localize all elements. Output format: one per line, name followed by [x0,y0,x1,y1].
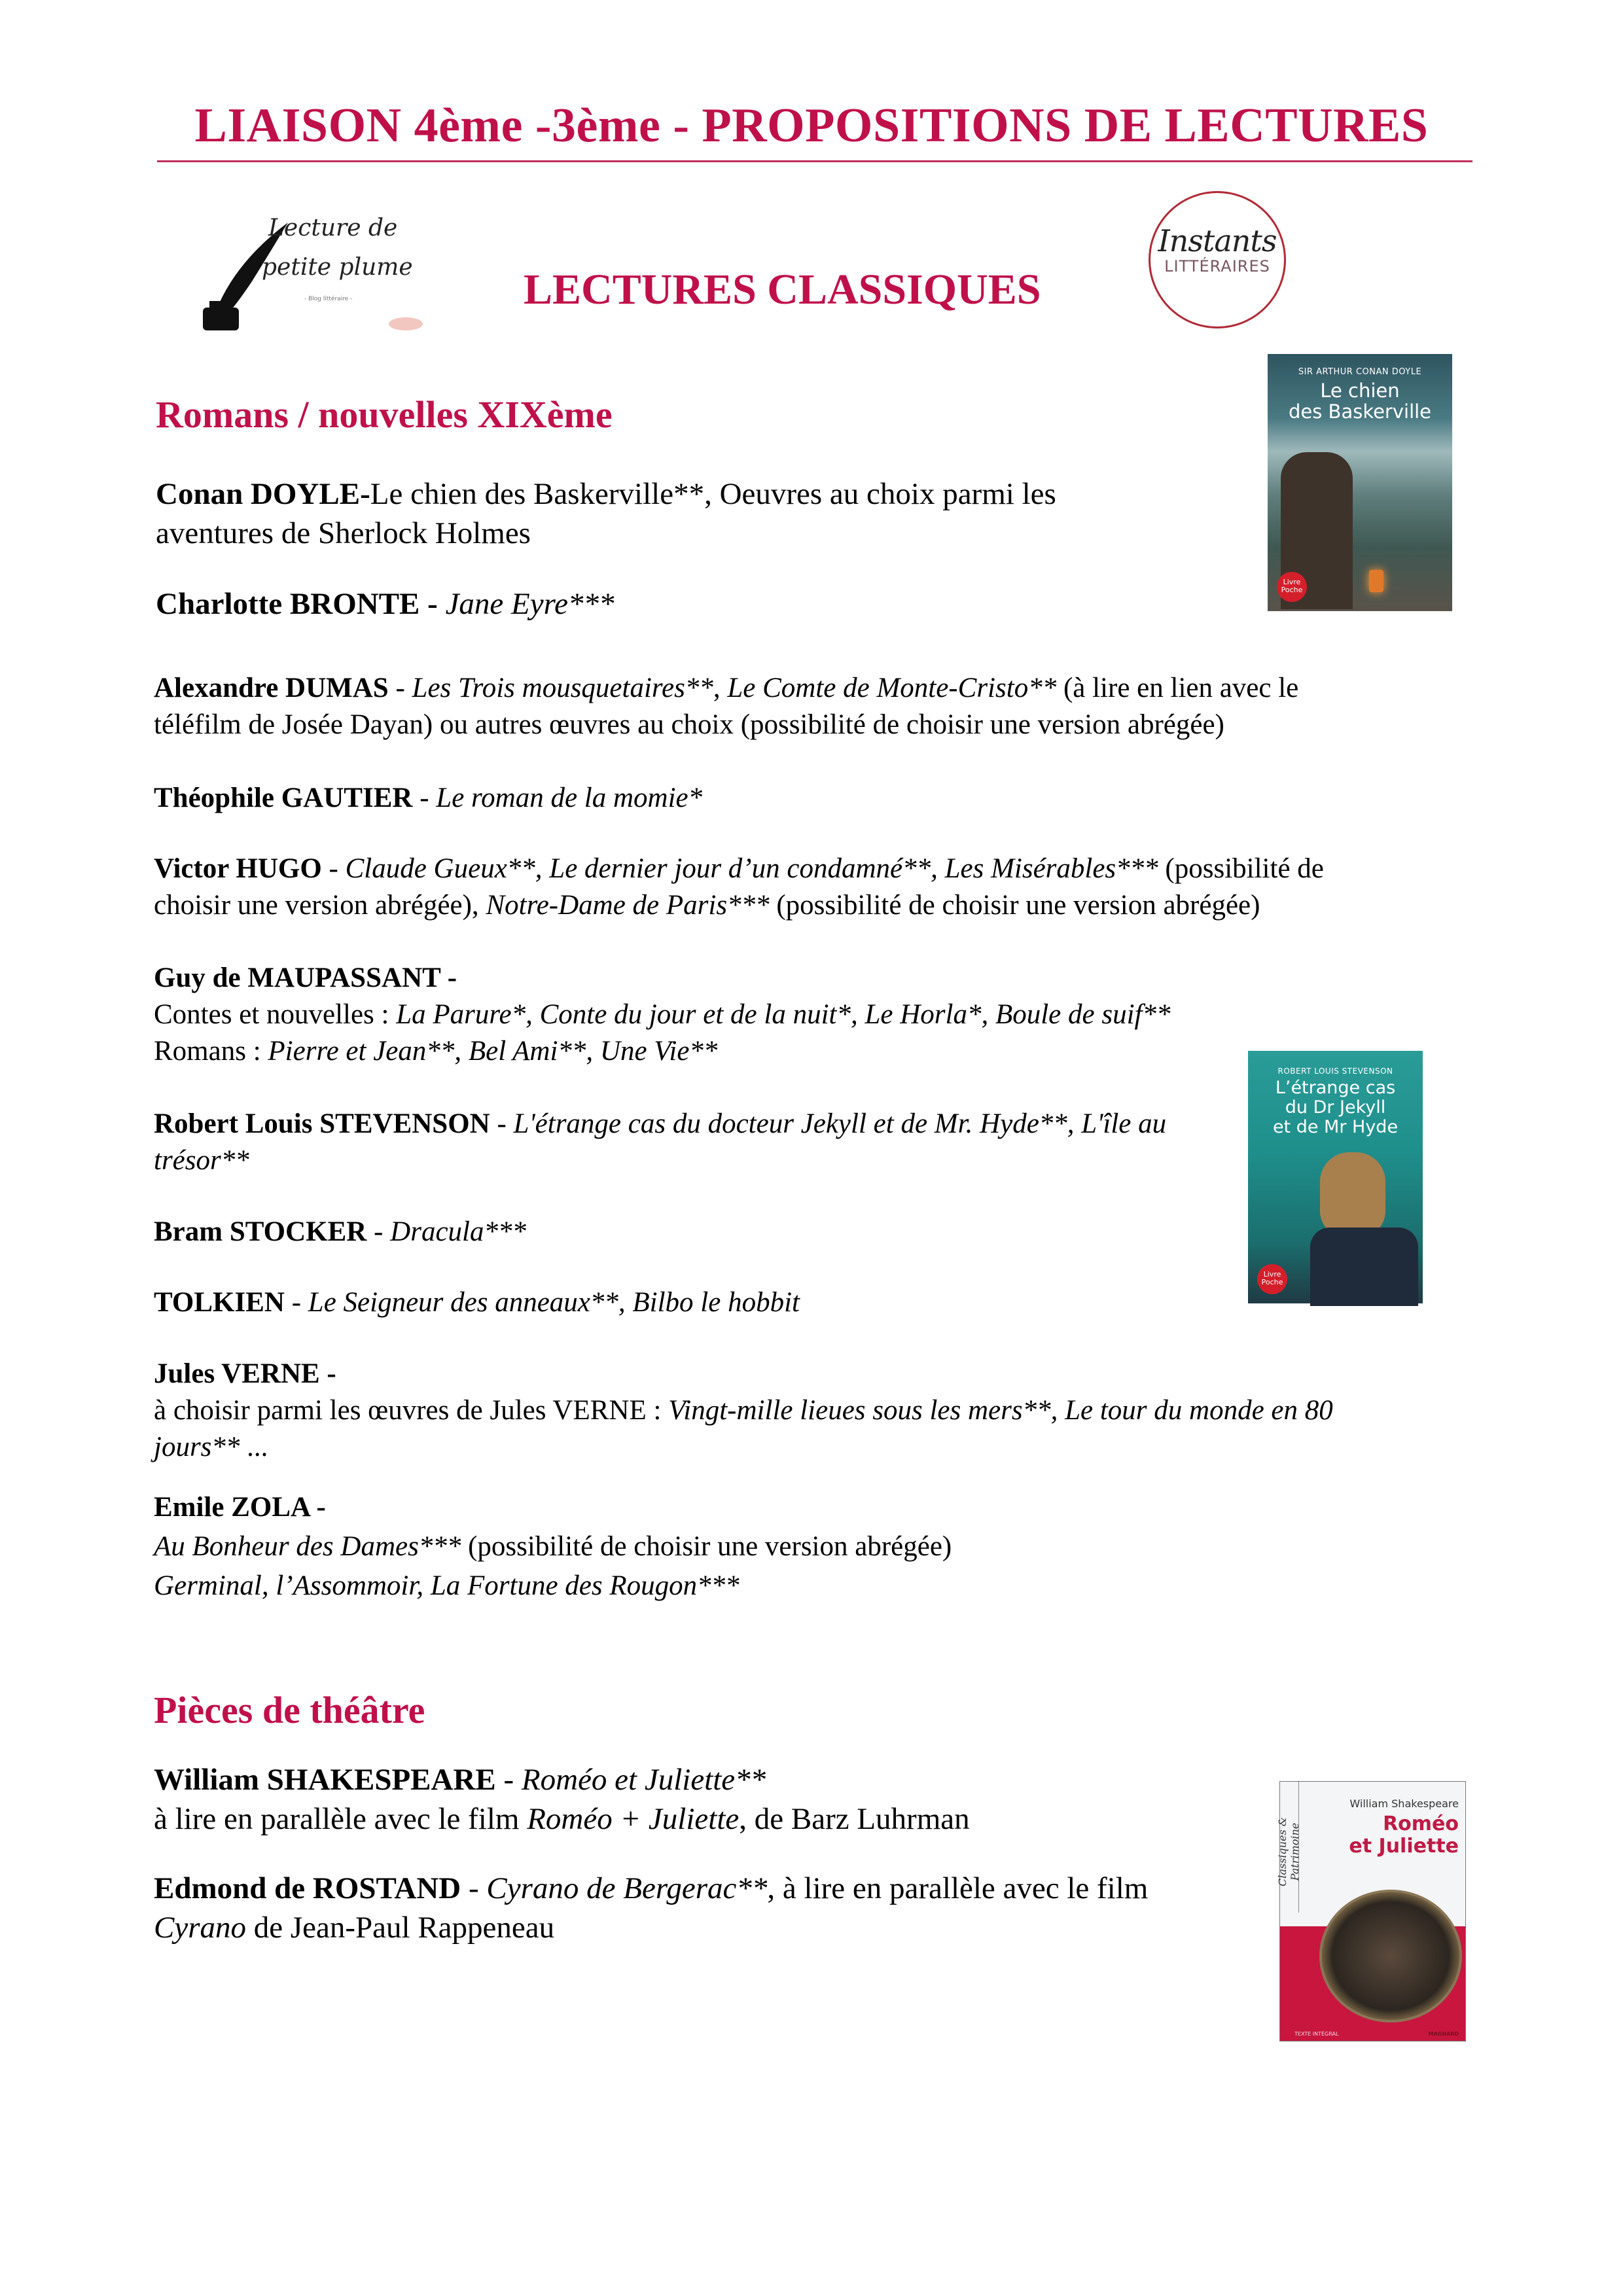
works: Jane Eyre*** [445,587,615,621]
publisher-badge: Livre Poche [1257,1264,1287,1294]
works: Dracula*** [390,1216,526,1247]
works: Roméo et Juliette** [521,1763,766,1797]
lantern-icon [1369,570,1383,592]
section-subtitle: LECTURES CLASSIQUES [524,266,1041,313]
logo-line1: Lecture de [268,215,398,241]
works: L'étrange cas du docteur Jekyll et de Mr. Hyde**, L'île au [513,1108,1167,1139]
separator: - [366,1216,391,1247]
separator: - [321,853,346,884]
works: Cyrano de Bergerac** [486,1871,768,1905]
cover-title [1349,1813,1459,1858]
collection-label: Classiques & Patrimoine [1276,1817,1301,1886]
note: (possibilité de choisir une version abrégée) [461,1531,952,1562]
entry-zola [154,1488,1450,1606]
entry-stevenson [154,1106,1279,1179]
cover-author: William Shakespeare [1349,1797,1459,1810]
heading-romans-nouvelles: Romans / nouvelles XIXème [156,393,613,436]
work: Notre-Dame de Paris*** [486,890,770,921]
separator: - [412,783,437,813]
entry-bronte [156,584,1452,624]
separator: - [495,1763,522,1797]
contes-label: Contes et nouvelles : [154,999,397,1030]
entry-gautier [154,780,1450,817]
author: Bram STOCKER [154,1216,367,1247]
works: Le Seigneur des anneaux**, Bilbo le hobbit [308,1287,800,1318]
separator: - [388,673,412,703]
note: à lire en parallèle avec le film [154,1802,527,1836]
works-cont: jours** [154,1432,240,1462]
author: TOLKIEN [154,1287,285,1318]
entry-rostand [154,1869,1279,1947]
logo-line2: petite plume [262,254,413,281]
note: (à lire en lien avec le [1056,673,1299,703]
cover-jekyll-hyde [1248,1051,1423,1303]
logo-tagline: - Blog littéraire - [304,296,353,302]
cover-title-2: du Dr Jekyll [1285,1097,1386,1118]
works: Le chien des Baskerville**, Oeuvres au choix parmi les [370,477,1056,511]
author: Victor HUGO [154,853,322,884]
publisher-badge: Livre Poche [1277,572,1307,602]
film: Cyrano [154,1911,246,1945]
cover-footer-left: TEXTE INTÉGRAL [1294,2031,1339,2037]
author: Théophile GAUTIER [154,783,413,813]
note: , de Barz Luhrman [739,1802,970,1836]
note-cont: téléfilm de Josée Dayan) ou autres œuvres au choix (possibilité de choisir une version abrégée) [154,709,1224,740]
romans-label: Romans : [154,1036,268,1067]
heading-pieces-theatre: Pièces de théâtre [154,1689,425,1731]
separator: - [461,1871,487,1905]
logo-instants-litteraires [1149,191,1286,328]
film: Roméo + Juliette [527,1802,740,1836]
works-cont: trésor** [154,1145,249,1176]
logo-lecture-petite-plume [190,203,438,334]
cover-romeo-juliette [1276,1781,1466,2041]
oval-portrait-frame [1319,1890,1462,2022]
entry-shakespeare [154,1760,1450,1839]
author: Alexandre DUMAS [154,673,389,703]
cover-title-2: des Baskerville [1288,400,1432,423]
author: Emile ZOLA - [154,1492,326,1523]
face-illustration [1320,1152,1385,1237]
note: (possibilité de choisir une version abrégée) [769,890,1260,921]
cover-title-1: L’étrange cas [1275,1078,1396,1098]
author: Guy de MAUPASSANT - [154,963,457,993]
work: Au Bonheur des Dames*** [154,1531,461,1562]
work: Les Trois mousquetaires** [412,673,713,703]
cover-title-1: Roméo [1383,1812,1459,1835]
intro: à choisir parmi les œuvres de Jules VERNE : [154,1395,669,1426]
separator: - [284,1287,308,1318]
entry-dumas [154,670,1450,743]
author: Jules VERNE - [154,1358,336,1389]
author: Edmond de ROSTAND [154,1871,461,1905]
ellipsis: ... [240,1432,268,1462]
logo-instants-line2: LITTÉRAIRES [1164,257,1270,275]
works: Germinal, l’Assommoir, La Fortune des Rougon*** [154,1570,740,1601]
note: , à lire en parallèle avec le film [767,1871,1149,1905]
entry-verne [154,1356,1450,1466]
cover-title-2: et Juliette [1349,1835,1459,1858]
author: Conan DOYLE- [156,477,370,511]
romans-works: Pierre et Jean**, Bel Ami**, Une Vie** [268,1036,718,1067]
cover-author: ROBERT LOUIS STEVENSON [1277,1067,1393,1076]
cover-title-1: Le chien [1320,380,1400,402]
author: Robert Louis STEVENSON [154,1108,490,1139]
body-illustration [1310,1227,1418,1306]
works: Claude Gueux**, Le dernier jour d’un condamné**, Les Misérables*** [345,853,1158,884]
work: Le Comte de Monte-Cristo** [727,673,1057,703]
cover-footer-right: MAGNARD [1428,2031,1459,2037]
author: Charlotte BRONTE - [156,587,438,621]
logo-instants-line1: Instants [1158,223,1277,258]
title-divider [157,160,1472,162]
separator: , [713,673,728,703]
note: (possibilité de [1158,853,1324,884]
works-cont: aventures de Sherlock Holmes [156,516,531,550]
note: de Jean-Paul Rappeneau [246,1911,555,1945]
separator: - [490,1108,514,1139]
page-title: LIAISON 4ème -3ème - PROPOSITIONS DE LECTURES [194,99,1429,152]
contes-works: La Parure*, Conte du jour et de la nuit*, Le Horla*, Boule de suif** [396,999,1171,1030]
works: Le roman de la momie* [436,783,703,813]
cover-title-3: et de Mr Hyde [1272,1117,1399,1137]
entry-hugo [154,851,1450,924]
note-cont: choisir une version abrégée), [154,890,486,921]
cover-chien-des-baskerville [1268,354,1452,611]
works: Vingt-mille lieues sous les mers**, Le tour du monde en 80 [668,1395,1333,1426]
cover-author: SIR ARTHUR CONAN DOYLE [1298,367,1422,377]
author: William SHAKESPEARE [154,1763,496,1797]
entry-doyle [156,474,1281,553]
collection-spine [1276,1782,1301,1913]
